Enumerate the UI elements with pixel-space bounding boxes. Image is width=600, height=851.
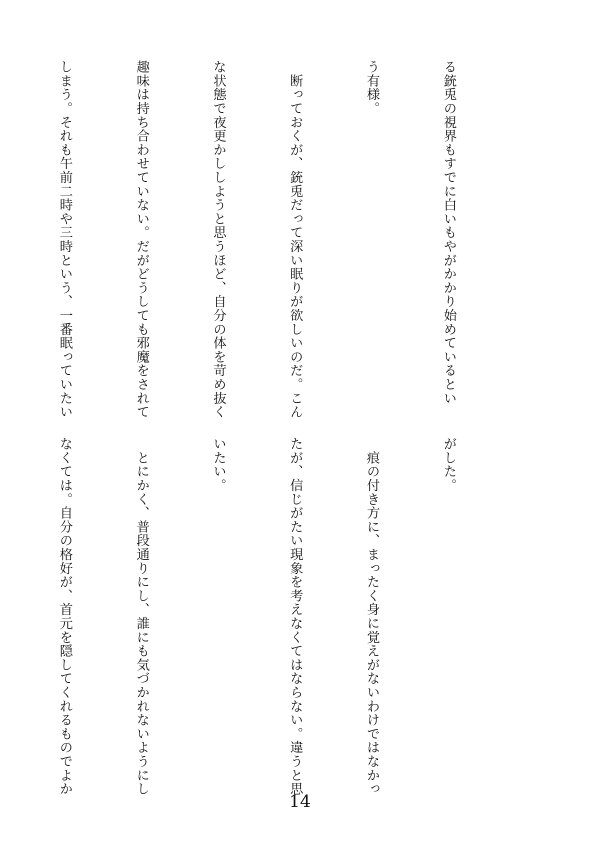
text-line: 断っておくが、銃兎だって深い眠りが欲しいのだ。こん	[287, 60, 303, 419]
text-line: しまう。それも午前二時や三時という、一番眠っていたい	[56, 60, 72, 419]
page-number: 14	[289, 792, 311, 812]
text-line: な状態で夜更かししようと思うほど、自分の体を苛め抜く	[210, 60, 226, 419]
text-line: がした。	[440, 437, 456, 493]
text-line: なくては。自分の格好が、首元を隠してくれるものでよか	[56, 437, 72, 796]
text-line: 趣味は持ち合わせていない。だがどうしても邪魔をされて	[133, 60, 149, 419]
text-block-upper	[56, 60, 512, 419]
text-block-lower	[56, 437, 512, 796]
text-line: う有様。	[364, 60, 380, 116]
text-line: いたい。	[210, 437, 226, 493]
text-line: とにかく、普段通りにし、誰にも気づかれないようにし	[133, 437, 149, 796]
text-line: る銃兎の視界もすでに白いもやがかかり始めているとい	[440, 60, 456, 405]
text-line: 痕の付き方に、まったく身に覚えがないわけではなかっ	[364, 437, 380, 796]
text-line: たが、信じがたい現象を考えなくてはならない。違うと思	[287, 437, 303, 796]
